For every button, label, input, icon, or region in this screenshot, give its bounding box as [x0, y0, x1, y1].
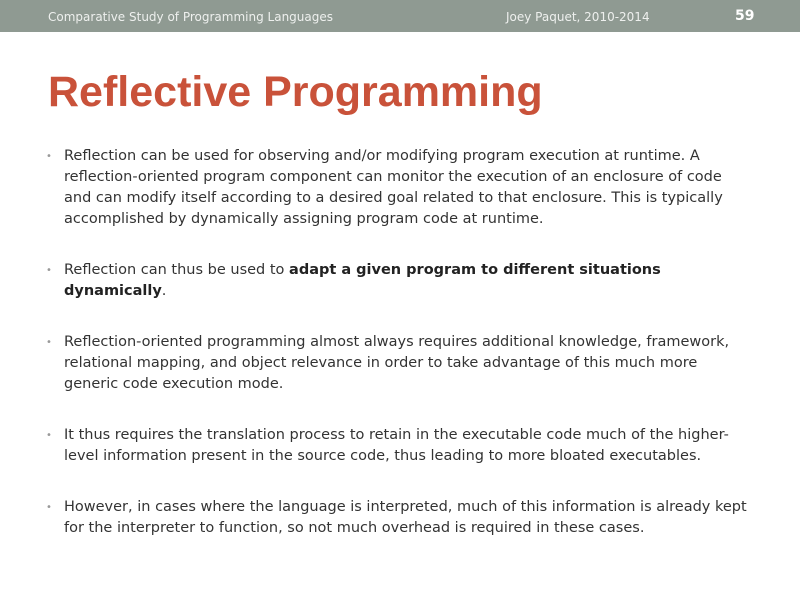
bullet-emphasis: adapt a given program to different situations dynamically	[64, 262, 661, 299]
author-date: Joey Paquet, 2010-2014	[506, 10, 650, 24]
bullet-item	[46, 332, 752, 395]
course-title: Comparative Study of Programming Languages	[48, 10, 334, 24]
bullet-item	[46, 425, 752, 467]
bullet-text: However, in cases where the language is interpreted, much of this information is already kept for the interpreter to function, so not much overhead is required in these cases.	[64, 499, 747, 536]
slide-title: Reflective Programming	[48, 68, 543, 116]
bullet-text: It thus requires the translation process to retain in the executable code much of the higher-level information present in the source code, thus leading to more bloated executables.	[64, 427, 729, 464]
bullet-text: Reflection can thus be used to	[64, 262, 290, 278]
bullet-item	[46, 146, 752, 230]
bullet-icon: •	[46, 151, 52, 162]
header-bar	[0, 0, 800, 32]
bullet-list	[46, 146, 752, 569]
bullet-icon: •	[46, 430, 52, 441]
bullet-item	[46, 497, 752, 539]
bullet-text-end: .	[161, 283, 167, 299]
bullet-icon: •	[46, 337, 52, 348]
bullet-icon: •	[46, 265, 52, 276]
bullet-text: Reflection can be used for observing and/or modifying program execution at runtime. A reflection-oriented program component can monitor the execution of an enclosure of code and can modify itself according to a desired goal related to that enclosure. This is typically accomplished by dynamically assigning program code at runtime.	[64, 148, 723, 227]
bullet-item	[46, 260, 752, 302]
bullet-icon: •	[46, 502, 52, 513]
bullet-text: Reflection-oriented programming almost always requires additional knowledge, framework, relational mapping, and object relevance in order to take advantage of this much more generic code execution mode.	[64, 334, 730, 392]
page-number: 59	[735, 8, 755, 24]
